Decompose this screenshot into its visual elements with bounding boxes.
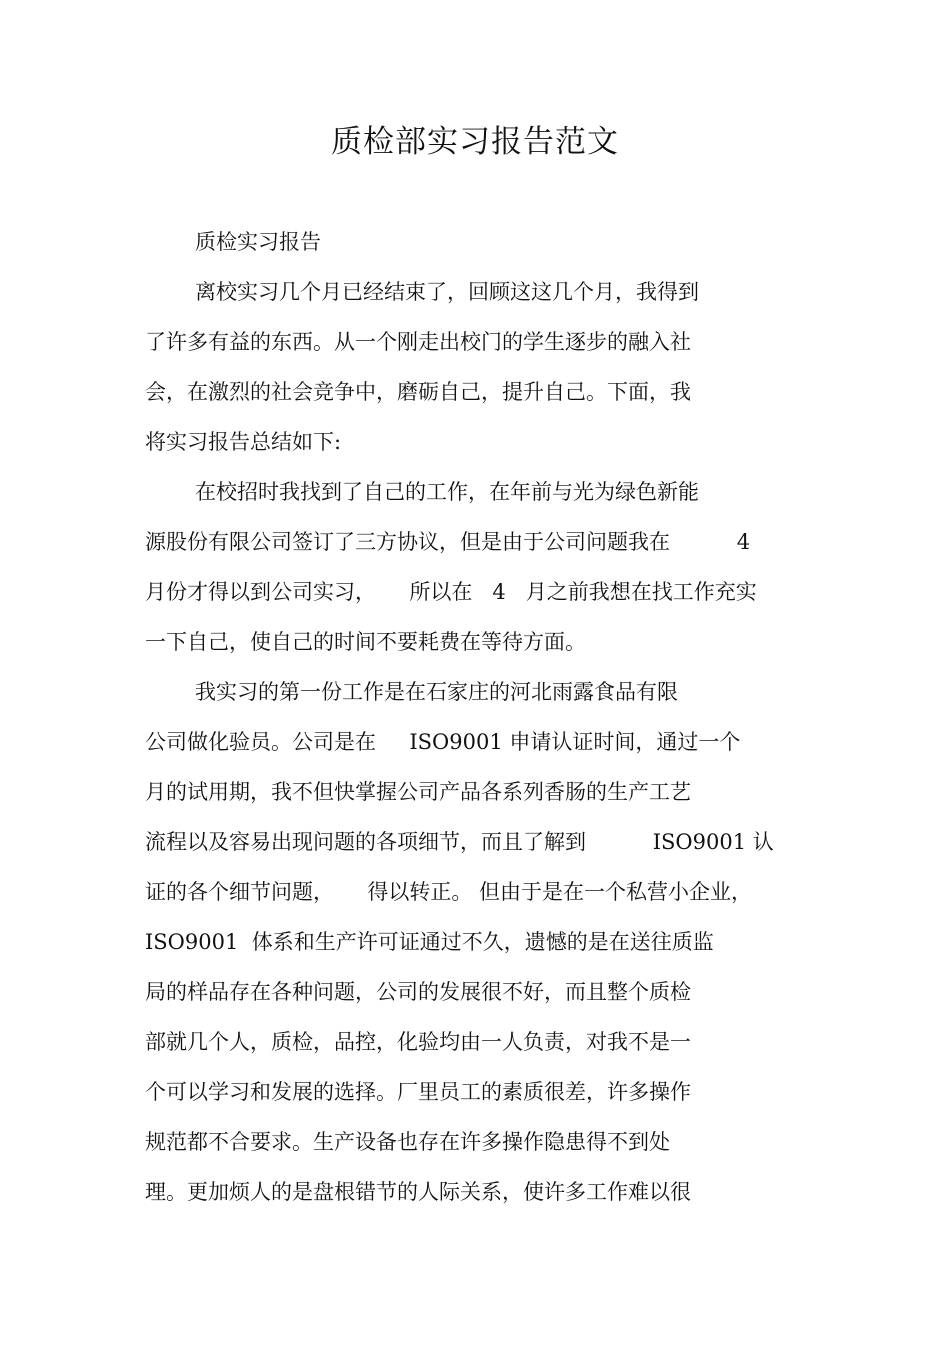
paragraph-line: 我实习的第一份工作是在石家庄的河北雨露食品有限 xyxy=(195,680,678,704)
paragraph-line: 证的各个细节问题， 得以转正。 但由于是在一个私营小企业， xyxy=(145,880,753,904)
paragraph-line: 了许多有益的东西。从一个刚走出校门的学生逐步的融入社 xyxy=(145,330,691,354)
paragraph-line: 理。更加烦人的是盘根错节的人际关系，使许多工作难以很 xyxy=(145,1180,691,1204)
paragraph-line: 部就几个人，质检，品控，化验均由一人负责，对我不是一 xyxy=(145,1030,691,1054)
paragraph-line: 流程以及容易出现问题的各项细节，而且了解到 ISO9001 认 xyxy=(145,830,774,854)
paragraph-line: 公司做化验员。公司是在 ISO9001 申请认证时间，通过一个 xyxy=(145,730,741,754)
paragraph-line: 个可以学习和发展的选择。厂里员工的素质很差，许多操作 xyxy=(145,1080,691,1104)
paragraph-line: 源股份有限公司签订了三方协议，但是由于公司问题我在 4 xyxy=(145,530,751,554)
paragraph-line: 规范都不合要求。生产设备也存在许多操作隐患得不到处 xyxy=(145,1130,670,1154)
paragraph-line: 离校实习几个月已经结束了，回顾这这几个月，我得到 xyxy=(195,280,699,304)
document-title: 质检部实习报告范文 xyxy=(331,124,619,160)
section-heading: 质检实习报告 xyxy=(195,230,321,254)
paragraph-line: 月的试用期，我不但快掌握公司产品各系列香肠的生产工艺 xyxy=(145,780,691,804)
paragraph-line: 会，在激烈的社会竞争中，磨砺自己，提升自己。下面，我 xyxy=(145,380,691,404)
paragraph-line: 局的样品存在各种问题，公司的发展很不好，而且整个质检 xyxy=(145,980,691,1004)
paragraph-line: 在校招时我找到了自己的工作，在年前与光为绿色新能 xyxy=(195,480,699,504)
paragraph-line: 一下自己，使自己的时间不要耗费在等待方面。 xyxy=(145,630,586,654)
paragraph-line: 月份才得以到公司实习， 所以在 4 月之前我想在找工作充实 xyxy=(145,580,757,604)
paragraph-line: ISO9001 体系和生产许可证通过不久，遗憾的是在送往质监 xyxy=(145,930,714,954)
paragraph-line: 将实习报告总结如下: xyxy=(145,430,342,454)
